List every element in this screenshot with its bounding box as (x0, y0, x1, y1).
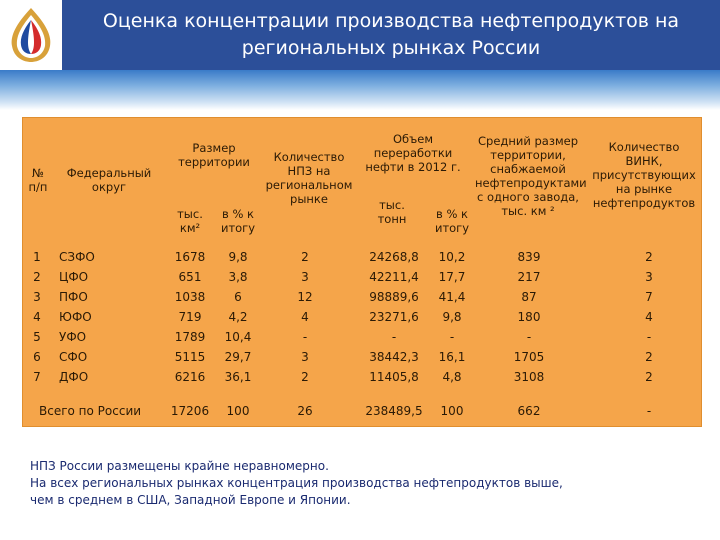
header-territory-pct: в % к итогу (220, 207, 256, 235)
header-avg-size: Средний размер территории, снабжаемой нефтепродуктами с одного завода, тыс. км ² (475, 134, 587, 218)
header-volume: Объем переработки нефти в 2012 г. (365, 132, 461, 174)
total-label: Всего по России (39, 404, 142, 418)
header-volume-pct: в % к итогу (434, 207, 470, 235)
data-table: № п/п Федеральный округ Размер территории тыс. км² в % к итогу Количество НПЗ на региональном рынке Объем переработки нефти в 2012 г. тыс. тонн в % к итогу Средний размер территории, снабжаемой нефтепродуктами с одного завода, тыс. км ² Количество ВИНК, присутствующих на рынке нефтепродуктов 1 СЗФО 1678 9,8 2 24268,8 10,2 839 2 2 ЦФО 651 3,8 3 42211,4 17,7 217 3 3 ПФО 1038 6 12 98889,6 41,4 87 7 4 ЮФО 719 4,2 4 23271,6 9,8 180 4 5 УФО 1789 10,4 - - - - - 6 СФО 5115 29,7 3 38442,3 16,1 1705 2 7 ДФО 6216 36,1 2 11405,8 4,8 3108 2 Всего по России 17206 100 26 238489,5 100 662 - (22, 117, 702, 427)
header-refineries: Количество НПЗ на региональном рынке (265, 150, 353, 206)
header-num: № п/п (28, 166, 48, 194)
header-bar (0, 0, 720, 70)
flame-logo-icon (6, 6, 56, 64)
header-volume-t: тыс. тонн (377, 198, 407, 226)
footer-line-2: На всех региональных рынках концентрация производства нефтепродуктов выше, (30, 476, 563, 490)
header-territory: Размер территории (178, 141, 250, 169)
footer-notes (30, 458, 710, 509)
header-territory-km: тыс. км² (177, 207, 203, 235)
title-line-1: Оценка концентрации производства нефтепродуктов на (102, 10, 680, 32)
header-vink: Количество ВИНК, присутствующих на рынке нефтепродуктов (592, 140, 696, 210)
page-title (62, 8, 720, 62)
header-gradient-band (0, 70, 720, 110)
logo (0, 0, 62, 70)
footer-line-3: чем в среднем в США, Западной Европе и Японии. (30, 493, 351, 507)
title-line-2: региональных рынках России (241, 37, 541, 59)
header-district: Федеральный округ (66, 166, 152, 194)
footer-line-1: НПЗ России размещены крайне неравномерно. (30, 459, 329, 473)
